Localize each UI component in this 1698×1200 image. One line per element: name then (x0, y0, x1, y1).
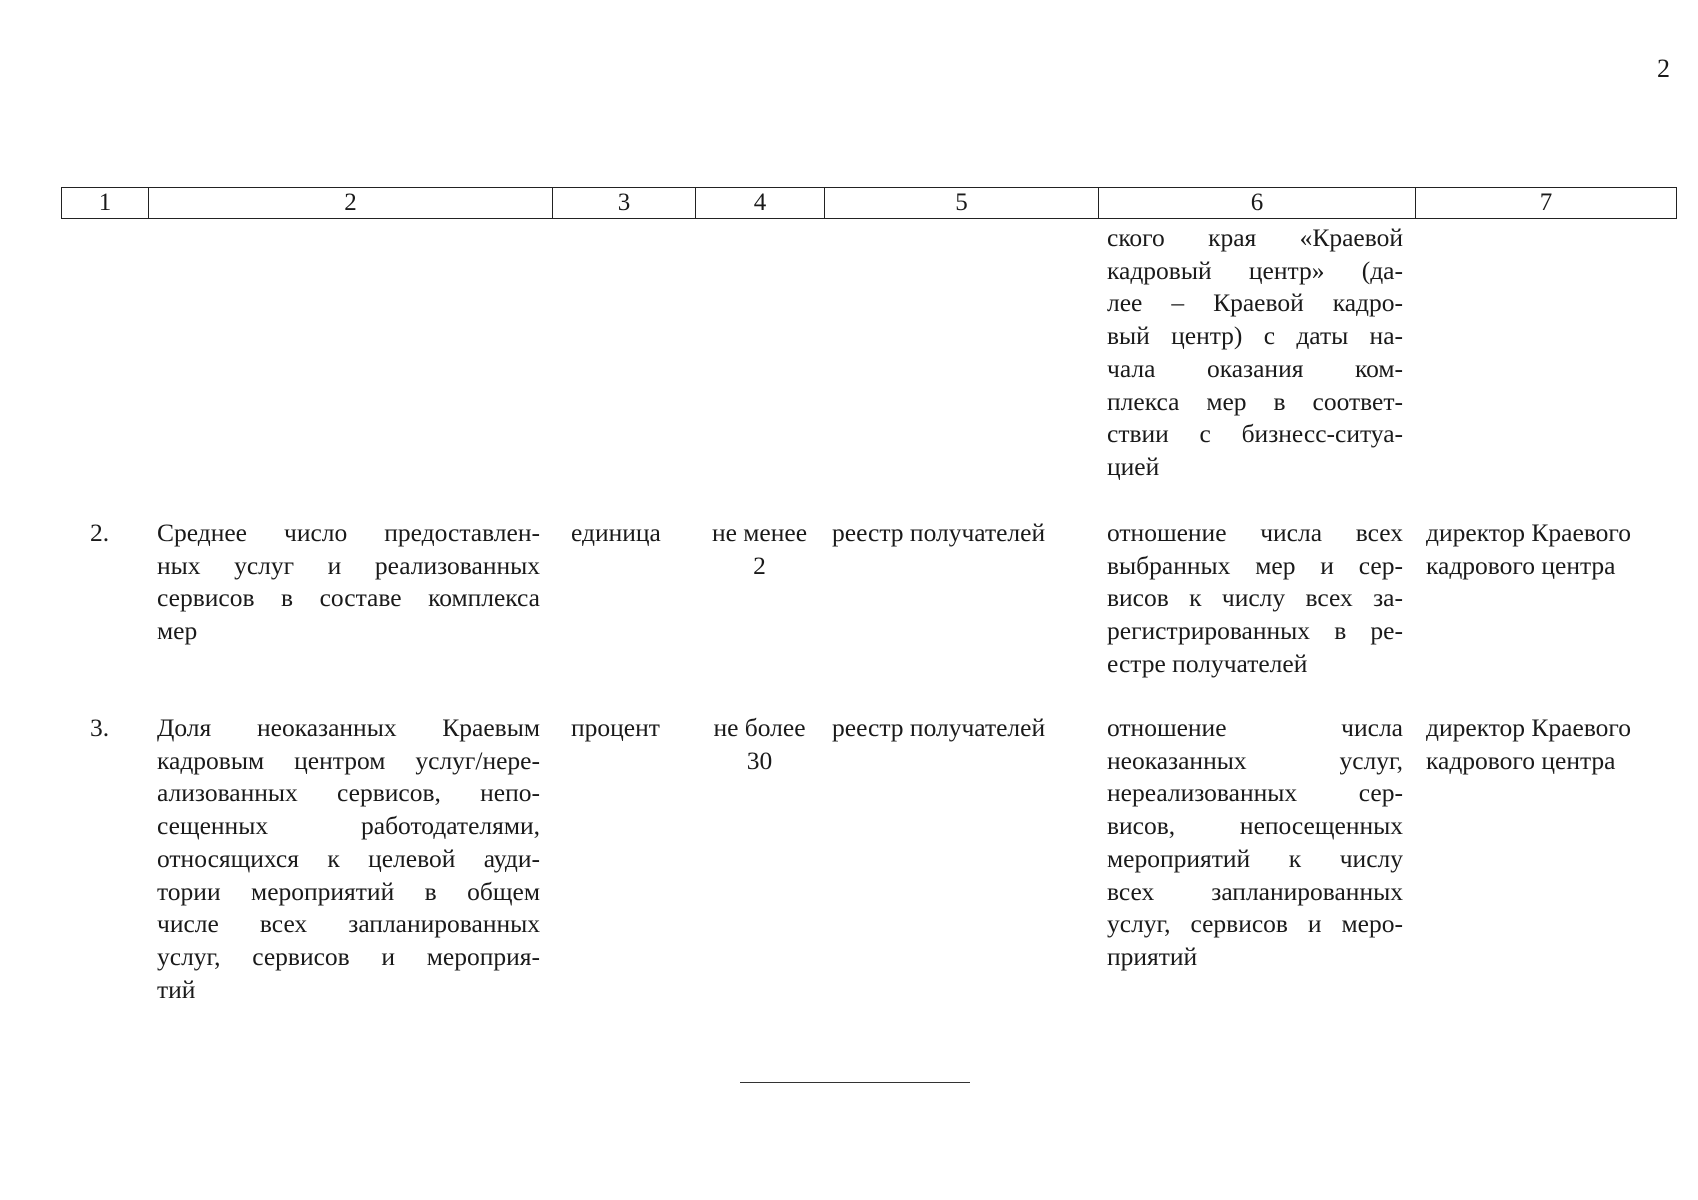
text-line: висов к числу всех за- (1107, 583, 1403, 613)
text-line: отношение числа всех (1107, 518, 1403, 547)
responsible-person-cell (1426, 517, 1631, 582)
data-source-cell: реестр получателей (832, 518, 1046, 547)
text-line: Среднее число предоставлен- (157, 518, 540, 547)
text-line: мероприятий к числу (1107, 843, 1403, 873)
text-line: мер (157, 616, 198, 646)
text-line: услуг, сервисов и мероприя- (157, 941, 540, 971)
text-line: выбранных мер и сер- (1107, 550, 1403, 580)
text-line: кадровый центр» (да- (1107, 255, 1403, 285)
text-line: сервисов в составе комплекса (157, 583, 540, 613)
text-line: ализованных сервисов, непо- (157, 778, 540, 808)
end-of-document-rule (740, 1082, 970, 1083)
column-number-2: 2 (149, 188, 553, 219)
indicator-name-cell (157, 517, 540, 648)
text-line: нереализованных сер- (1107, 778, 1403, 808)
text-line: кадровым центром услуг/нере- (157, 745, 540, 775)
responsible-person-cell (1426, 712, 1631, 777)
text-line: приятий (1107, 941, 1198, 971)
text-line: ского края «Краевой (1107, 223, 1403, 252)
text-line: Доля неоказанных Краевым (157, 713, 540, 742)
text-line: регистрированных в ре- (1107, 616, 1403, 646)
text-line: естре получателей (1107, 648, 1308, 678)
target-value-cell (701, 712, 818, 777)
text-line: тий (157, 974, 196, 1004)
text-line: отношение числа (1107, 713, 1403, 742)
text-line: не менее (711, 518, 808, 547)
column-number-7: 7 (1416, 188, 1677, 219)
unit-cell: процент (571, 713, 660, 742)
text-line: 30 (746, 745, 773, 775)
text-line: относящихся к целевой ауди- (157, 843, 540, 873)
text-line: чала оказания ком- (1107, 353, 1403, 383)
calculation-method-cell (1107, 517, 1403, 681)
row-number: 2. (90, 518, 110, 547)
column-number-header (61, 187, 1677, 219)
text-line: не более (713, 713, 806, 742)
text-line: вый центр) с даты на- (1107, 321, 1403, 351)
text-line: ных услуг и реализованных (157, 550, 540, 580)
text-line: числе всех запланированных (157, 909, 540, 939)
unit-cell: единица (571, 518, 661, 547)
text-line: сещенных работодателями, (157, 811, 540, 841)
text-line: директор Краевого (1426, 518, 1632, 547)
text-line: лее – Краевой кадро- (1107, 288, 1403, 318)
text-line: кадрового центра (1426, 745, 1616, 775)
text-line: всех запланированных (1107, 876, 1403, 906)
column-number-5: 5 (825, 188, 1099, 219)
row-number: 3. (90, 713, 110, 742)
text-line: висов, непосещенных (1107, 811, 1403, 841)
target-value-cell (701, 517, 818, 582)
column-number-4: 4 (696, 188, 825, 219)
text-line: неоказанных услуг, (1107, 745, 1403, 775)
calculation-method-cell (1107, 712, 1403, 974)
text-line: тории мероприятий в общем (157, 876, 540, 906)
column-number-1: 1 (62, 188, 149, 219)
text-line: ствии с бизнесс-ситуа- (1107, 419, 1403, 449)
text-line: кадрового центра (1426, 550, 1616, 580)
text-line: цией (1107, 451, 1160, 481)
page-number: 2 (1657, 54, 1670, 83)
indicator-name-cell (157, 712, 540, 1006)
text-line: плекса мер в соответ- (1107, 386, 1403, 416)
text-line: 2 (753, 550, 766, 580)
text-line: директор Краевого (1426, 713, 1632, 742)
column-number-6: 6 (1099, 188, 1416, 219)
column-number-3: 3 (553, 188, 696, 219)
data-source-cell: реестр получателей (832, 713, 1046, 742)
text-line: услуг, сервисов и меро- (1107, 909, 1403, 939)
continuation-method-cell (1107, 222, 1403, 484)
